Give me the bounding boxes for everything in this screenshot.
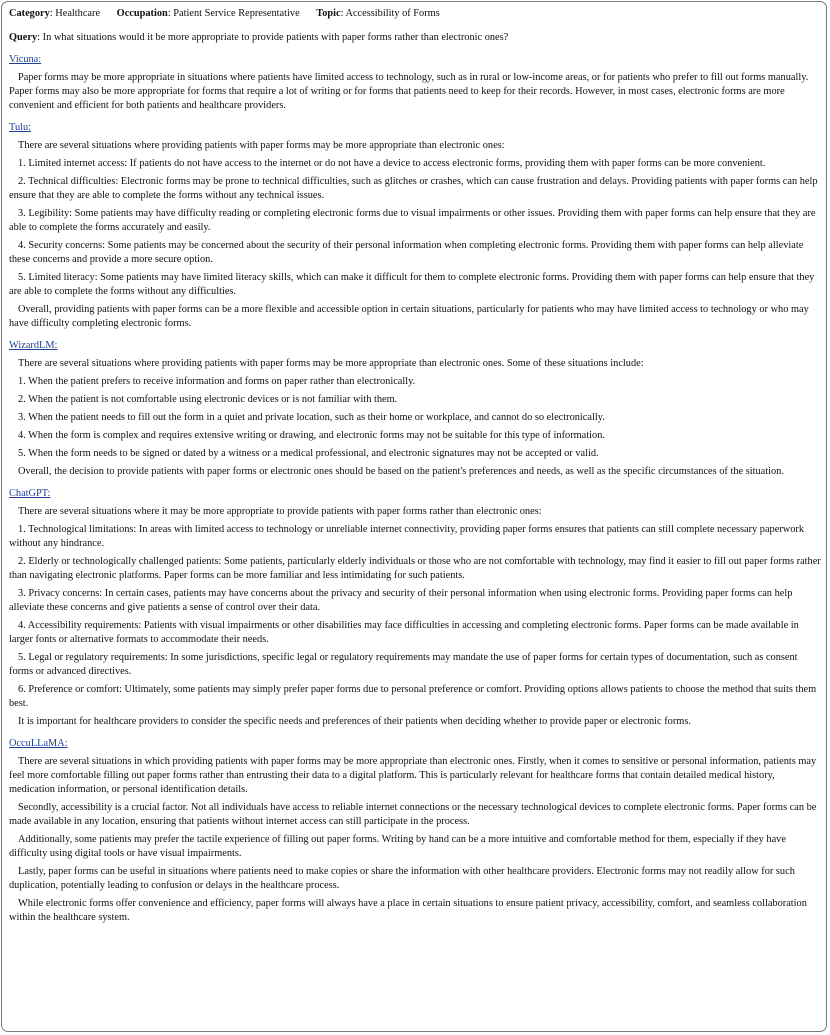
metadata-line: Category: Healthcare Occupation: Patient Service Representative Topic: Accessibility of Forms [9, 8, 440, 19]
response-paragraph: While electronic forms offer convenience and efficiency, paper forms will always have a place in certain situations to ensure patient privacy, accessibility, comfort, and seamless collaboration within the healthcare system. [9, 898, 807, 923]
response-paragraph: 5. Legal or regulatory requirements: In some jurisdictions, specific legal or regulatory requirements may mandate the use of paper forms for certain types of documentation, such as consent forms or advanced directives. [9, 652, 798, 677]
responses-list [9, 45, 821, 925]
response-section [9, 331, 821, 479]
response-paragraph: There are several situations where providing patients with paper forms may be more appropriate than electronic ones. Some of these situations include: [18, 358, 644, 369]
response-paragraph: 6. Preference or comfort: Ultimately, some patients may simply prefer paper forms due to personal preference or comfort. Providing options allows patients to choose the method that suits them best. [9, 684, 817, 709]
response-section [9, 45, 821, 113]
response-paragraph: There are several situations where providing patients with paper forms may be more appropriate than electronic ones: [18, 140, 505, 151]
model-name: ChatGPT: [9, 488, 51, 499]
model-name: WizardLM: [9, 340, 58, 351]
response-paragraph: Overall, the decision to provide patients with paper forms or electronic ones should be based on the patient's preferences and needs, as well as the specific circumstances of the situation. [18, 466, 784, 477]
response-paragraph: 2. Elderly or technologically challenged patients: Some patients, particularly elderly individuals or those who are not comfortable with technology, may find it easier to fill out paper forms rather than navigating electronic platforms. Paper forms can be more familiar and less intimidating for such patients. [9, 556, 821, 581]
response-paragraph: 2. When the patient is not comfortable using electronic devices or is not familiar with them. [18, 394, 398, 405]
response-paragraph: 3. Privacy concerns: In certain cases, patients may have concerns about the privacy and security of their personal information when using electronic forms. Providing paper forms can help alleviate these concerns and give patients a sense of control over their data. [9, 588, 793, 613]
query-value: In what situations would it be more appropriate to provide patients with paper forms rather than electronic ones? [42, 32, 509, 43]
response-paragraph: 1. When the patient prefers to receive information and forms on paper rather than electronically. [18, 376, 416, 387]
category-value: Healthcare [55, 8, 101, 19]
response-section [9, 729, 821, 925]
occupation-value: Patient Service Representative [173, 8, 300, 19]
response-paragraph: There are several situations in which providing patients with paper forms may be more appropriate than electronic ones. Firstly, when it comes to sensitive or personal information, patients may feel more comfortable filling out paper forms rather than entrusting their data to a digital platform. This is particularly relevant for healthcare forms that contain detailed medical history, medication information, or personal identification details. [9, 756, 817, 795]
response-paragraph: 1. Technological limitations: In areas with limited access to technology or unreliable internet connectivity, providing paper forms ensures that patients can still complete necessary paperwork without any hindrance. [9, 524, 805, 549]
response-paragraph: 4. Security concerns: Some patients may be concerned about the security of their personal information when completing electronic forms. Providing them with paper forms can help alleviate these concerns and provide a more secure option. [9, 240, 804, 265]
response-paragraph: 5. When the form needs to be signed or dated by a witness or a medical professional, and electronic signatures may not be accepted or valid. [18, 448, 599, 459]
response-paragraph: 5. Limited literacy: Some patients may have limited literacy skills, which can make it difficult for them to complete electronic forms. Providing them with paper forms can help ensure that they are able to complete the forms without any difficulties. [9, 272, 815, 297]
response-paragraph: 1. Limited internet access: If patients do not have access to the internet or do not have a device to access electronic forms, providing them with paper forms can be more convenient. [18, 158, 766, 169]
response-paragraph: 3. Legibility: Some patients may have difficulty reading or completing electronic forms due to visual impairments or other issues. Providing them with paper forms can help ensure that they are able to complete the forms accurately and easily. [9, 208, 816, 233]
response-paragraph: 4. Accessibility requirements: Patients with visual impairments or other disabilities may face difficulties in accessing and completing electronic forms. Paper forms can be made available in larger fonts or alternative formats to accommodate their needs. [9, 620, 799, 645]
model-name: Tulu: [9, 122, 32, 133]
response-paragraph: 2. Technical difficulties: Electronic forms may be prone to technical difficulties, such as glitches or crashes, which can cause frustration and delays. Providing patients with paper forms can help ensure that they are able to complete the forms without any technical issues. [9, 176, 818, 201]
model-name: OccuLLaMA: [9, 738, 68, 749]
response-paragraph: Overall, providing patients with paper forms can be a more flexible and accessible option in certain situations, particularly for patients who may have limited access to technology or who may have difficulty completing electronic forms. [9, 304, 809, 329]
model-name: Vicuna: [9, 54, 42, 65]
category-label: Category [9, 8, 50, 19]
document-content [9, 5, 821, 925]
response-paragraph: Paper forms may be more appropriate in situations where patients have limited access to technology, such as in rural or low-income areas, or for patients who prefer to fill out forms manually. Paper forms may also be more appropriate for forms that require a lot of writing or for forms that patients need to keep for their records. However, in most cases, electronic forms are more convenient and efficient for both patients and healthcare providers. [9, 72, 809, 111]
topic-value: Accessibility of Forms [345, 8, 440, 19]
occupation-label: Occupation [116, 8, 168, 19]
response-paragraph: 4. When the form is complex and requires extensive writing or drawing, and electronic forms may not be suitable for this type of information. [18, 430, 605, 441]
response-paragraph: Additionally, some patients may prefer the tactile experience of filling out paper forms. Writing by hand can be a more intuitive and comfortable method for them, especially if they have difficulty using digital tools or have visual impairments. [9, 834, 786, 859]
response-paragraph: There are several situations where it may be more appropriate to provide patients with paper forms rather than electronic ones: [18, 506, 542, 517]
response-paragraph: It is important for healthcare providers to consider the specific needs and preferences of their patients when deciding whether to provide paper or electronic forms. [18, 716, 691, 727]
response-section [9, 479, 821, 729]
response-section [9, 113, 821, 331]
topic-label: Topic [316, 8, 341, 19]
response-paragraph: 3. When the patient needs to fill out the form in a quiet and private location, such as their home or workplace, and cannot do so electronically. [18, 412, 605, 423]
query-line: Query: In what situations would it be more appropriate to provide patients with paper forms rather than electronic ones? [9, 32, 509, 43]
response-paragraph: Lastly, paper forms can be useful in situations where patients need to make copies or share the information with other healthcare providers. Electronic forms may not readily allow for such duplication, potentially leading to confusion or delays in the healthcare process. [9, 866, 795, 891]
response-paragraph: Secondly, accessibility is a crucial factor. Not all individuals have access to reliable internet connections or the necessary technological devices to complete electronic forms. Paper forms can be made available in any location, ensuring that patients without internet access can still participate in the process. [9, 802, 817, 827]
query-label: Query [9, 32, 38, 43]
